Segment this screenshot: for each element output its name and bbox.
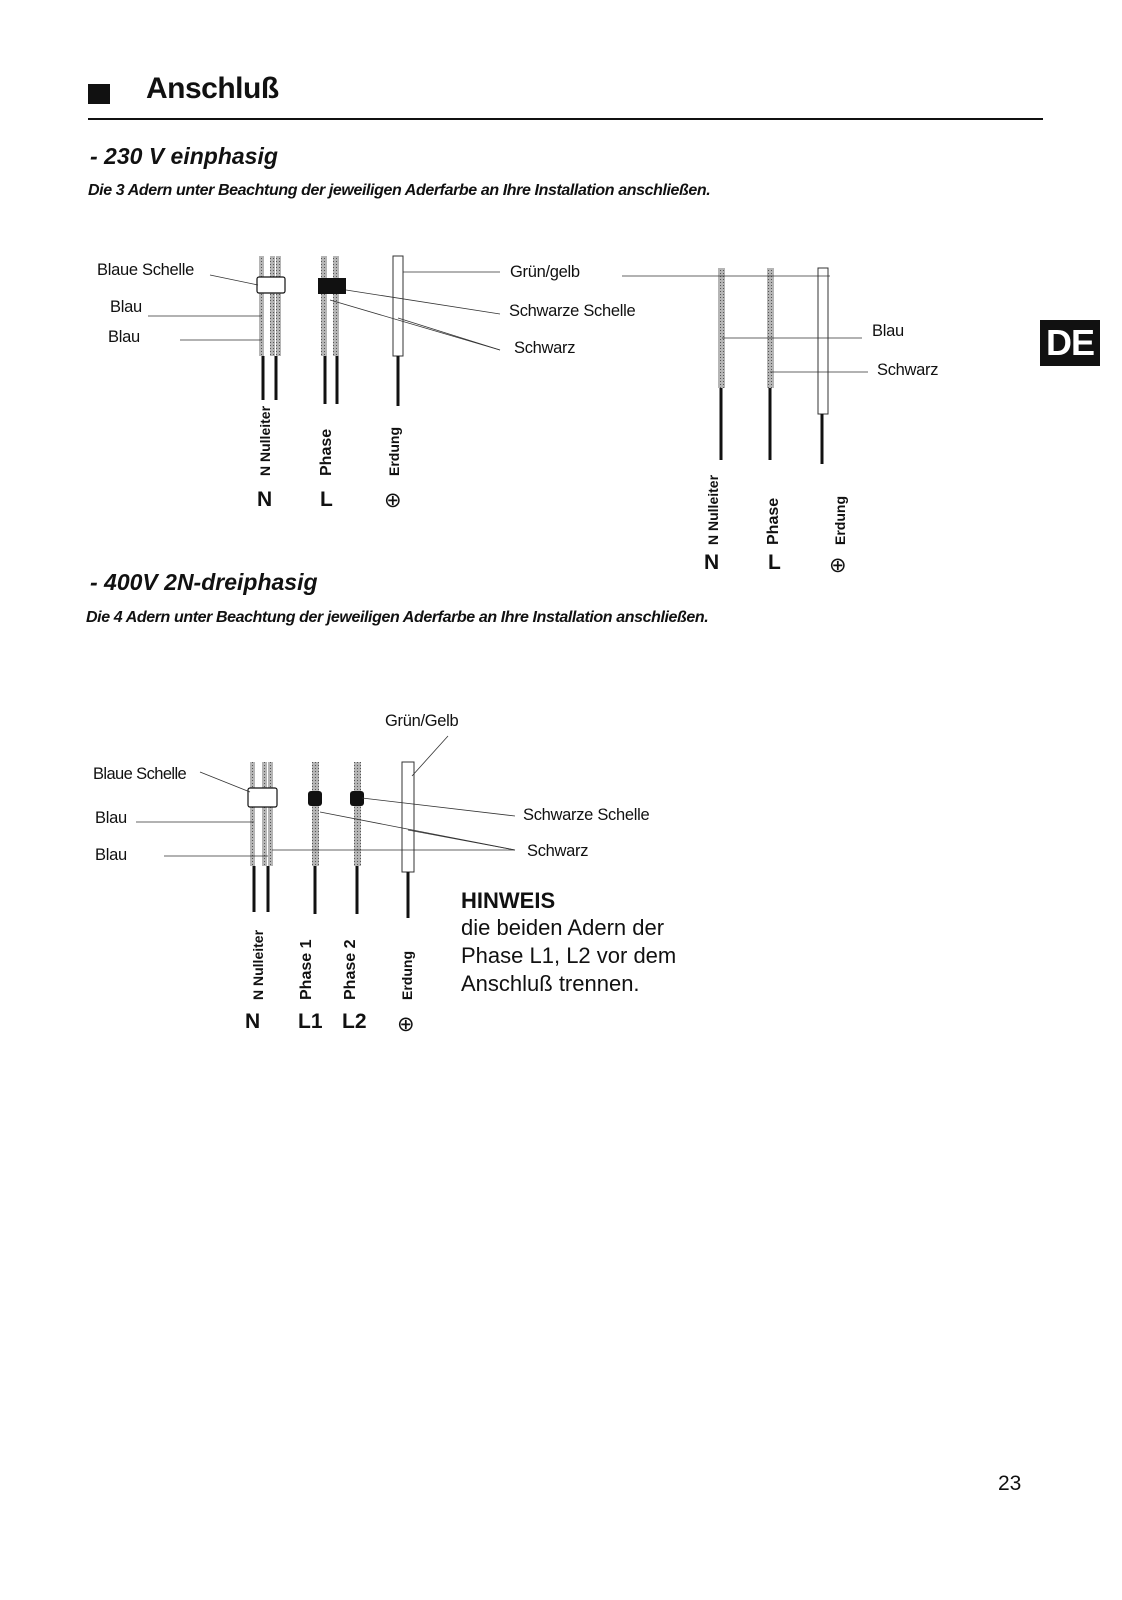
label-schwarz: Schwarz: [527, 842, 589, 860]
label-schwarz: Schwarz: [514, 339, 576, 357]
note-heading: HINWEIS: [461, 888, 556, 913]
label-blau: Blau: [110, 298, 142, 316]
diagram-c-earth-cable: [402, 762, 414, 918]
note-text: die beiden Adern der Phase L1, L2 vor dem Anschluß trennen.: [461, 915, 677, 996]
terminal-l: L: [320, 488, 333, 511]
vertical-label-earth: Erdung: [399, 951, 415, 1000]
label-gruen-gelb: Grün/gelb: [510, 263, 580, 281]
vertical-label-phase: Phase: [765, 497, 782, 545]
label-blau: Blau: [95, 846, 127, 864]
label-blau: Blau: [108, 328, 140, 346]
vertical-label-phase2: Phase 2: [342, 939, 359, 1000]
vertical-label-neutral: N Nulleiter: [257, 405, 273, 476]
diagram-b-earth-cable: [818, 268, 828, 464]
diagram-c-phase2-cable: [350, 762, 364, 914]
diagram-b-neutral-cable: [718, 268, 725, 460]
diagram-a-neutral-cable: [257, 256, 285, 400]
terminal-l1: L1: [298, 1010, 323, 1033]
page-title: Anschluß: [146, 72, 279, 105]
diagram-c-phase1-cable: [308, 762, 322, 914]
diagram-c-neutral-cable: [248, 762, 277, 912]
label-blau: Blau: [872, 322, 904, 340]
terminal-l: L: [768, 551, 781, 574]
section-heading-400v: - 400V 2N-dreiphasig: [90, 569, 318, 595]
diagram-a-earth-cable: [393, 256, 403, 406]
earth-symbol-icon: ⊕: [397, 1013, 415, 1036]
diagram-a-phase-cable: [318, 256, 346, 404]
language-tab: DE: [1040, 320, 1100, 366]
earth-symbol-icon: ⊕: [384, 489, 402, 512]
label-gruen-gelb: Grün/Gelb: [385, 712, 459, 730]
label-schwarze-schelle: Schwarze Schelle: [523, 806, 650, 824]
page-number: 23: [998, 1472, 1022, 1495]
vertical-label-phase: Phase: [318, 428, 335, 476]
section-instruction-230v: Die 3 Adern unter Beachtung der jeweiligen Aderfarbe an Ihre Installation anschließen.: [88, 182, 711, 199]
label-blaue-schelle: Blaue Schelle: [97, 261, 195, 279]
earth-symbol-icon: ⊕: [829, 554, 847, 577]
terminal-n: N: [704, 551, 720, 574]
vertical-label-earth: Erdung: [386, 427, 402, 476]
vertical-label-neutral: N Nulleiter: [705, 474, 721, 545]
vertical-label-neutral: N Nulleiter: [250, 929, 266, 1000]
vertical-label-earth: Erdung: [832, 496, 848, 545]
label-blau: Blau: [95, 809, 127, 827]
diagram-b-phase-cable: [767, 268, 774, 460]
terminal-l2: L2: [342, 1010, 367, 1033]
terminal-n: N: [257, 488, 273, 511]
vertical-label-phase1: Phase 1: [298, 939, 315, 1000]
terminal-n: N: [245, 1010, 261, 1033]
label-schwarz: Schwarz: [877, 361, 939, 379]
section-instruction-400v: Die 4 Adern unter Beachtung der jeweiligen Aderfarbe an Ihre Installation anschließen.: [86, 609, 709, 626]
label-blaue-schelle: Blaue Schelle: [93, 765, 187, 783]
section-heading-230v: - 230 V einphasig: [90, 143, 278, 169]
label-schwarze-schelle: Schwarze Schelle: [509, 302, 636, 320]
